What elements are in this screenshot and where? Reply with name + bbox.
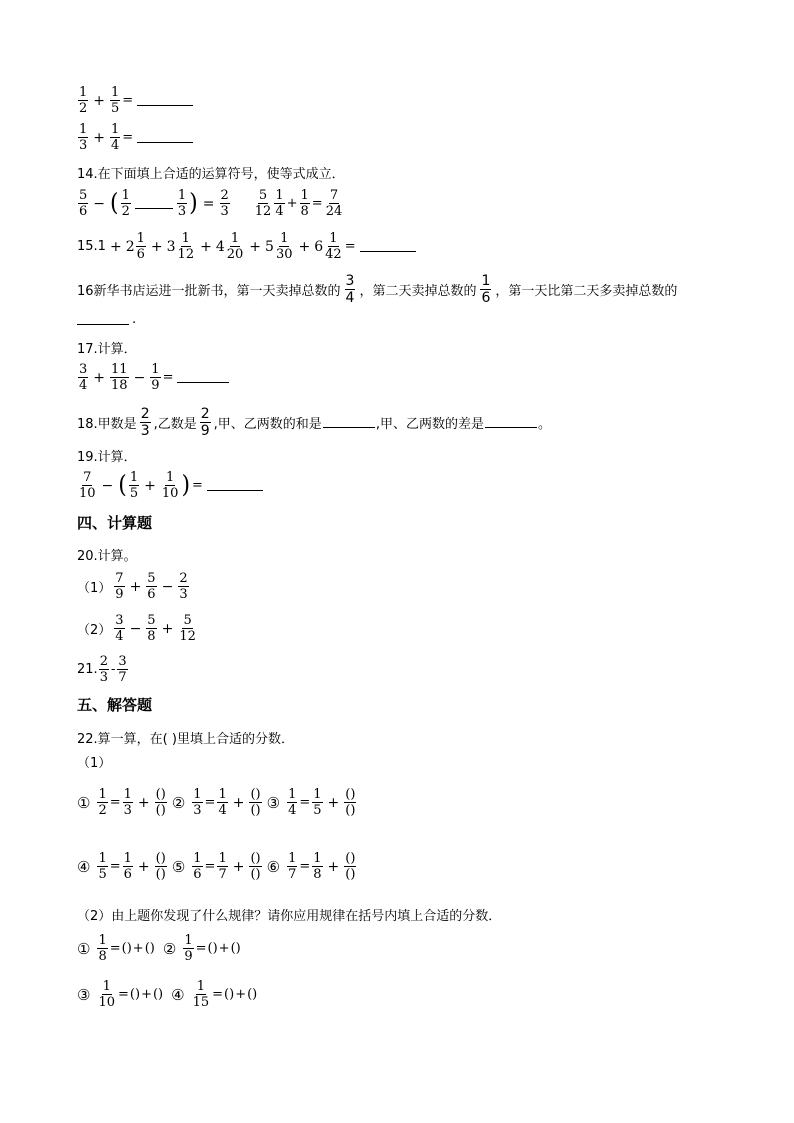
fraction: $\frac{1}{8}$ [313, 851, 322, 882]
plus-sign: + [327, 858, 340, 875]
answer-blank[interactable] [360, 241, 416, 252]
fraction: $\frac{1}{5}$ [129, 470, 139, 501]
fraction: $\frac{2}{3}$ [179, 571, 188, 602]
equals-sign: = [109, 795, 121, 810]
operator-blank[interactable] [135, 198, 173, 209]
q12-line-b: $\frac{1}{3}$ + $\frac{1}{4}$ = [77, 123, 196, 152]
item-number: ⑥ [266, 857, 281, 876]
fraction: $\frac{1}{6}$ [193, 851, 202, 882]
equals-sign: = [299, 859, 311, 874]
item-number: ⑤ [171, 857, 186, 876]
fraction: $\frac{5}{12}$ [179, 613, 196, 644]
fraction: $\frac{1}{3}$ [79, 122, 88, 153]
fraction: $\frac{1}{12}$ [177, 231, 195, 262]
fraction: $\frac{1}{4}$ [111, 122, 120, 153]
fraction: $\frac{3}{4}$ [79, 362, 88, 393]
q14-expressions: $\frac{5}{6}$ − ( $\frac{1}{2}$ $\frac{1}{3}$ ) = $\frac{2}{3}$ $\frac{5}{12}$ $\frac{1}{4}$ + $\frac{1}{8}$ = $\frac{7}{24}$ [79, 188, 343, 219]
q14-text: 14.在下面填上合适的运算符号，使等式成立． [77, 167, 345, 182]
plus-sign: + [137, 858, 150, 875]
answer-blank[interactable]: () [152, 987, 164, 1002]
q22-row4 [77, 980, 257, 1009]
plus-sign: + [137, 794, 150, 811]
equals-sign: = [118, 987, 129, 1002]
fraction: $\frac{1}{6}$ [136, 231, 145, 262]
answer-fraction-blank[interactable]: $\frac{()}{()}$ [250, 787, 261, 818]
fraction: $\frac{5}{6}$ [147, 571, 156, 602]
item-number: ③ [77, 985, 91, 1004]
fraction: $\frac{2}{3}$ [220, 188, 229, 219]
fraction: $\frac{1}{30}$ [275, 231, 293, 262]
answer-blank[interactable]: () [207, 941, 218, 956]
fraction: $\frac{3}{4}$ [115, 613, 124, 644]
equals-sign: = [195, 941, 207, 956]
equals-sign: = [299, 795, 311, 810]
item-number: ④ [171, 985, 185, 1004]
plus-sign: + [141, 987, 152, 1002]
fraction: $\frac{7}{10}$ [79, 470, 96, 501]
fraction: $\frac{7}{9}$ [115, 571, 124, 602]
fraction: $\frac{2}{3}$ [140, 406, 150, 439]
fraction: $\frac{1}{10}$ [98, 979, 115, 1010]
q17-title: 17.计算． [77, 342, 137, 357]
q19-title: 19.计算． [77, 450, 137, 465]
fraction: $\frac{2}{3}$ [99, 654, 108, 685]
q18-text: 18.甲数是 $\frac{2}{3}$ ,乙数是 $\frac{2}{9}$ ,甲、乙两数的和是 ,甲、乙两数的差是 。 [77, 406, 551, 439]
q12-line-a: $\frac{1}{2}$ + $\frac{1}{5}$ = [77, 86, 196, 115]
fraction: $\frac{2}{9}$ [200, 406, 210, 439]
equals-sign: = [204, 795, 216, 810]
fraction: $\frac{11}{18}$ [111, 362, 128, 393]
answer-fraction-blank[interactable]: $\frac{()}{()}$ [155, 851, 166, 882]
fraction: $\frac{1}{2}$ [98, 787, 107, 818]
item-number: ① [77, 793, 91, 812]
q22-row2 [77, 852, 357, 881]
fraction: $\frac{7}{24}$ [325, 188, 343, 219]
answer-blank[interactable] [137, 132, 193, 143]
q17-expression: $\frac{3}{4}$ + $\frac{11}{18}$ − $\frac{1}{9}$ = [77, 363, 232, 392]
fraction: $\frac{1}{7}$ [288, 851, 297, 882]
plus-sign: + [235, 987, 247, 1002]
plus-sign: + [132, 941, 144, 956]
fraction: $\frac{1}{5}$ [111, 85, 120, 116]
answer-blank[interactable] [137, 95, 193, 106]
equals-sign: = [204, 859, 216, 874]
fraction: $\frac{3}{7}$ [118, 654, 127, 685]
fraction: $\frac{1}{15}$ [192, 979, 210, 1010]
answer-fraction-blank[interactable]: $\frac{()}{()}$ [250, 851, 261, 882]
answer-blank[interactable] [207, 480, 263, 491]
q21-expression: 21. $\frac{2}{3}$ - $\frac{3}{7}$ [77, 654, 127, 685]
q22-row1 [77, 788, 357, 817]
item-number: ① [77, 939, 91, 958]
item-number: ② [162, 939, 177, 958]
fraction: $\frac{1}{9}$ [184, 933, 193, 964]
q22-title: 22.算一算，在( )里填上合适的分数． [77, 732, 294, 747]
fraction: $\frac{1}{6}$ [481, 273, 491, 306]
plus-sign: + [218, 941, 230, 956]
fraction: $\frac{1}{3}$ [123, 787, 132, 818]
item-number: ② [171, 793, 186, 812]
plus-sign: + [327, 794, 340, 811]
fraction: $\frac{1}{8}$ [300, 188, 309, 219]
fraction: $\frac{1}{2}$ [121, 188, 130, 219]
answer-blank[interactable] [177, 372, 229, 383]
fraction: $\frac{1}{5}$ [98, 851, 107, 882]
fraction: $\frac{1}{7}$ [218, 851, 227, 882]
equals-sign: = [109, 941, 121, 956]
fraction: $\frac{1}{6}$ [123, 851, 132, 882]
equals-sign: = [109, 859, 121, 874]
answer-blank[interactable]: () [129, 987, 141, 1002]
fraction: $\frac{3}{4}$ [345, 273, 355, 306]
fraction: $\frac{5}{8}$ [147, 613, 156, 644]
fraction: $\frac{1}{42}$ [325, 231, 342, 262]
answer-fraction-blank[interactable]: $\frac{()}{()}$ [155, 787, 166, 818]
q16-text: 16新华书店运进一批新书，第一天卖掉总数的 $\frac{3}{4}$ ，第二天卖掉总数的 $\frac{1}{6}$ ，第一天比第二天多卖掉总数的 [77, 273, 678, 306]
section-heading-word-problems: 五、解答题 [77, 696, 153, 714]
q16-answer-line: . [77, 312, 136, 327]
fraction: $\frac{5}{6}$ [79, 188, 88, 219]
q20-part1: （1） $\frac{7}{9}$ + $\frac{5}{6}$ − $\frac{2}{3}$ [77, 571, 188, 602]
plus-sign: + [232, 858, 245, 875]
equals-sign: = [212, 987, 224, 1002]
answer-fraction-blank[interactable]: $\frac{()}{()}$ [345, 787, 356, 818]
fraction: $\frac{1}{2}$ [79, 85, 88, 116]
answer-blank[interactable]: () [224, 987, 235, 1002]
q19-expression: $\frac{7}{10}$ − ( $\frac{1}{5}$ + $\frac{1}{10}$ ) = [77, 471, 266, 500]
fraction: $\frac{1}{8}$ [98, 933, 107, 964]
item-number: ③ [266, 793, 281, 812]
fraction: $\frac{1}{3}$ [193, 787, 202, 818]
section-heading-calculation: 四、计算题 [77, 514, 153, 532]
answer-blank[interactable]: () [247, 987, 258, 1002]
q20-title: 20.计算。 [77, 549, 137, 564]
sum-blank[interactable] [323, 417, 375, 428]
q22-row3 [77, 934, 241, 963]
q20-part2: （2） $\frac{3}{4}$ − $\frac{5}{8}$ + $\frac{5}{12}$ [77, 613, 196, 644]
fraction: $\frac{1}{5}$ [313, 787, 322, 818]
plus-sign: + [232, 794, 245, 811]
fraction: $\frac{5}{12}$ [254, 188, 272, 219]
fraction: $\frac{1}{10}$ [161, 470, 179, 501]
fraction: $\frac{1}{3}$ [177, 188, 187, 219]
q22-sub2: （2）由上题你发现了什么规律？请你应用规律在括号内填上合适的分数． [77, 909, 502, 924]
item-number: ④ [77, 857, 91, 876]
fraction: $\frac{1}{4}$ [218, 787, 227, 818]
fraction: $\frac{1}{4}$ [275, 188, 284, 219]
fraction: $\frac{1}{9}$ [151, 362, 160, 393]
answer-fraction-blank[interactable]: $\frac{()}{()}$ [345, 851, 356, 882]
answer-blank[interactable]: () [144, 941, 155, 956]
answer-blank[interactable]: () [230, 941, 241, 956]
answer-blank[interactable]: () [121, 941, 132, 956]
answer-blank[interactable] [77, 314, 129, 325]
fraction: $\frac{1}{20}$ [226, 231, 244, 262]
difference-blank[interactable] [485, 417, 537, 428]
fraction: $\frac{1}{4}$ [288, 787, 297, 818]
q15-expression: 15.1 + 2 $\frac{1}{6}$ + 3 $\frac{1}{12}$ + 4 $\frac{1}{20}$ + 5 $\frac{1}{30}$ + 6 $\frac{1}{42}$ = [77, 232, 419, 261]
q22-sub1: （1） [77, 756, 112, 771]
